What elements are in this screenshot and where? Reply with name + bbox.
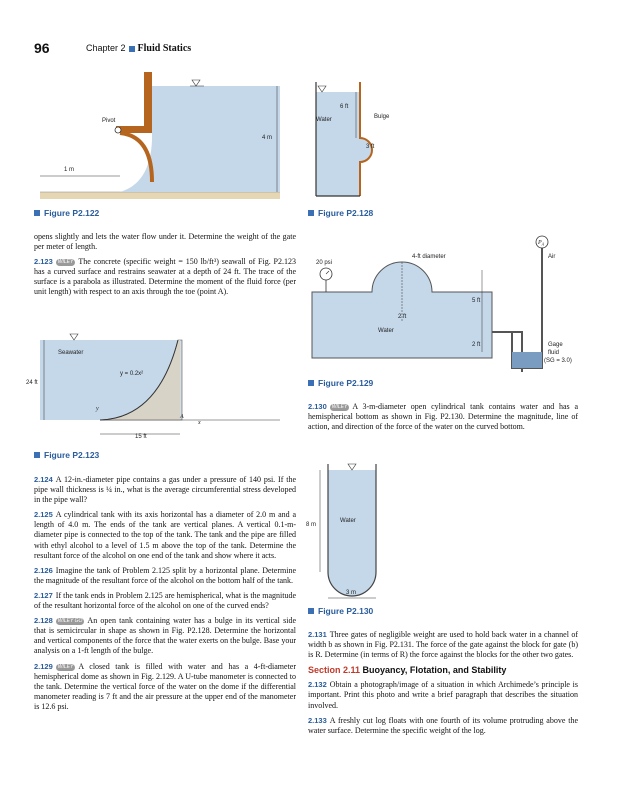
problem-2-130 [308,402,578,432]
caption-p2-129 [308,378,373,388]
caption-text: Figure P2.123 [44,450,100,460]
water-surface-icon [348,464,356,470]
square-bullet-icon [34,452,40,458]
x-axis-label: x [198,420,201,426]
water-region [328,470,376,596]
chapter-heading [86,43,191,54]
water-region [316,92,360,196]
problem-2-131 [308,630,578,660]
problem-number: 2.125 [34,510,53,520]
problem-number: 2.129 [34,661,53,671]
height-label: 4 m [262,135,273,141]
h2-label: 2 ft [398,314,407,320]
depth-label: 8 m [306,522,317,528]
problem-text: Obtain a photograph/image of a situation in which Archimede’s principle is important. Print this photo and write a brief paragraph that describes the situation involved. [308,680,578,710]
problem-text: Imagine the tank of Problem 2.125 split by a horizontal plane. Determine the magnitude of the resultant force of the alcohol on the bottom half of the tank. [34,565,296,585]
figure-p2-123 [26,330,280,440]
problem-text: A cylindrical tank with its axis horizontal has a diameter of 2.0 m and a length of 4.0 m. The ends of the tank are vertical planes. A vertical 0.1-m-diameter pipe is connected to the top of the tank. The tank and the pipe are filled with ethyl alcohol to a level of 1.5 m above the top of the tank. Determine the resultant force of the alcohol on one end of the tank and show where it acts. [34,510,296,560]
width-label: 15 ft [135,434,147,440]
bulge-label: Bulge [374,114,390,120]
square-bullet-icon [308,608,314,614]
right-column-top [308,402,578,437]
page-number: 96 [34,40,50,56]
square-bullet-icon [129,46,135,52]
square-bullet-icon [34,210,40,216]
problem-2-123 [34,257,296,297]
tank-right-wall [360,82,372,196]
problem-2-127 [34,591,296,611]
height-label: 24 ft [26,380,38,386]
problem-text: If the tank ends in Problem 2.125 are hemispherical, what is the magnitude of the resultant horizontal force of the alcohol on one of the curved ends? [34,590,296,611]
gage-fluid-region [512,352,542,368]
water-surface-icon [70,334,78,340]
caption-text: Figure P2.129 [318,378,374,388]
ground [40,192,280,199]
caption-p2-122 [34,208,99,218]
wiley-badge-icon: WILEY [57,663,74,670]
wiley-badge-icon: WILEY [331,404,348,410]
caption-text: Figure P2.122 [44,208,100,218]
problem-number: 2.123 [34,257,53,267]
water-label: Water [378,328,394,334]
air-label: Air [548,254,556,260]
problem-number: 2.130 [308,402,327,411]
problem-number: 2.133 [308,715,327,725]
chapter-title: Fluid Statics [137,43,192,54]
seawall-diagram [26,330,280,440]
chapter-label: Chapter 2 [86,43,126,53]
gate-vertical-plate [144,72,152,132]
wiley-badge-icon: WILEY [57,259,74,266]
problem-number: 2.132 [308,680,327,690]
problem-2-132 [308,680,578,710]
depth-label: 6 ft [340,104,349,110]
problem-text: The concrete (specific weight = 150 lb/ft³) seawall of Fig. P2.123 has a curved surface and restrains seawater at a depth of 24 ft. The trace of the surface is a parabola as illustrated. Determine the moment of the fluid force (per unit length) with respect to an axis through the toe (point A). [34,257,296,297]
y-axis-label: y [96,406,99,412]
caption-p2-123 [34,450,99,460]
problem-2-126 [34,566,296,586]
problem-text: A 12-in.-diameter pipe contains a gas under a pressure of 140 psi. If the pipe wall thickness is ¼ in., what is the average circumferential stress developed in the pipe wall? [34,475,296,505]
problem-text: A closed tank is filled with water and has a 4-ft-diameter hemispherical dome as shown in Fig. 2.129. A U-tube manometer is connected to the tank. Determine the vertical force of the water on the dome if the differential manometer reading is 7 ft and the air pressure at the upper end of the manometer is 12.6 psi. [34,661,296,711]
water-region [152,86,280,192]
section-title: Buoyancy, Flotation, and Stability [362,665,507,676]
figure-p2-130 [306,460,432,600]
problem-2-124 [34,475,296,505]
pivot-label: Pivot [102,118,116,124]
pa-label: $P_A$ [538,240,545,247]
bulge-diagram [312,78,412,200]
problem-2-128 [34,616,296,656]
cylinder-tank-diagram [306,460,432,600]
water-surface-icon [318,86,326,92]
section-number: Section 2.11 [308,665,361,676]
gauge-label: 20 psi [316,260,333,266]
caption-p2-128 [308,208,373,218]
figure-p2-122 [40,64,280,199]
figure-p2-129 [312,232,582,372]
left-column-top [34,232,296,303]
h3-label: 2 ft [472,342,481,348]
problem-number: 2.131 [308,630,327,639]
problem-2-129 [34,662,296,712]
sg-label: (SG = 3.0) [544,358,572,364]
pivot-icon [115,127,121,133]
problem-2-125 [34,510,296,560]
dome-tank-diagram [312,232,582,372]
point-a-label: A [180,414,184,420]
caption-text: Figure P2.128 [318,208,374,218]
gage-fluid-label: Gage [548,342,563,348]
water-surface-icon [192,80,200,86]
caption-p2-130 [308,606,373,616]
water-label: Water [316,117,332,123]
problem-number: 2.124 [34,475,53,484]
gate-diagram [40,64,280,199]
square-bullet-icon [308,380,314,386]
right-column-bottom [308,630,578,741]
problem-2-133 [308,716,578,736]
caption-text: Figure P2.130 [318,606,374,616]
h1-label: 5 ft [472,298,481,304]
width-label: 1 m [64,167,75,173]
intro-paragraph: opens slightly and lets the water flow under it. Determine the weight of the gate per meter of length. [34,232,296,252]
dome-label: 4-ft diameter [412,254,446,260]
water-label: Water [340,518,356,524]
left-column-bottom [34,475,296,717]
problem-text: An open tank containing water has a bulge in its vertical side that is semicircular in shape as shown in Fig. P2.128. Determine the horizontal and vertical components of the force that the water exerts on the bulge. Base your analysis on a 1-ft length of the bulge. [34,616,296,656]
wiley-badge-icon: WILEY GO [57,618,83,625]
bulge-water [360,138,372,162]
problem-text: A freshly cut log floats with one fourth of its volume protruding above the water surface. Determine the specific weight of the log. [308,715,578,735]
square-bullet-icon [308,210,314,216]
problem-number: 2.126 [34,565,53,575]
diameter-label: 3 ft [366,144,375,150]
seawater-label: Seawater [58,350,84,356]
problem-text: Three gates of negligible weight are used to hold back water in a channel of width b as shown in Fig. P2.131. The force of the gate against the block for gate (b) is R. Determine (in terms of R) the force against the blocks for the other two gates. [308,630,578,660]
figure-p2-128 [312,78,412,200]
manometer-tube [512,248,542,368]
diameter-label: 3 m [346,590,357,596]
equation-label: y = 0.2x² [120,371,144,377]
problem-number: 2.128 [34,616,53,626]
problem-text: A 3-m-diameter open cylindrical tank contains water and has a hemispherical bottom as shown in Fig. P2.130. Determine the magnitude, line of action, and direction of the force of the water on the curved bottom. [308,402,578,432]
section-heading [308,665,578,675]
gage-fluid-label-2: fluid [548,350,560,356]
problem-number: 2.127 [34,590,53,600]
